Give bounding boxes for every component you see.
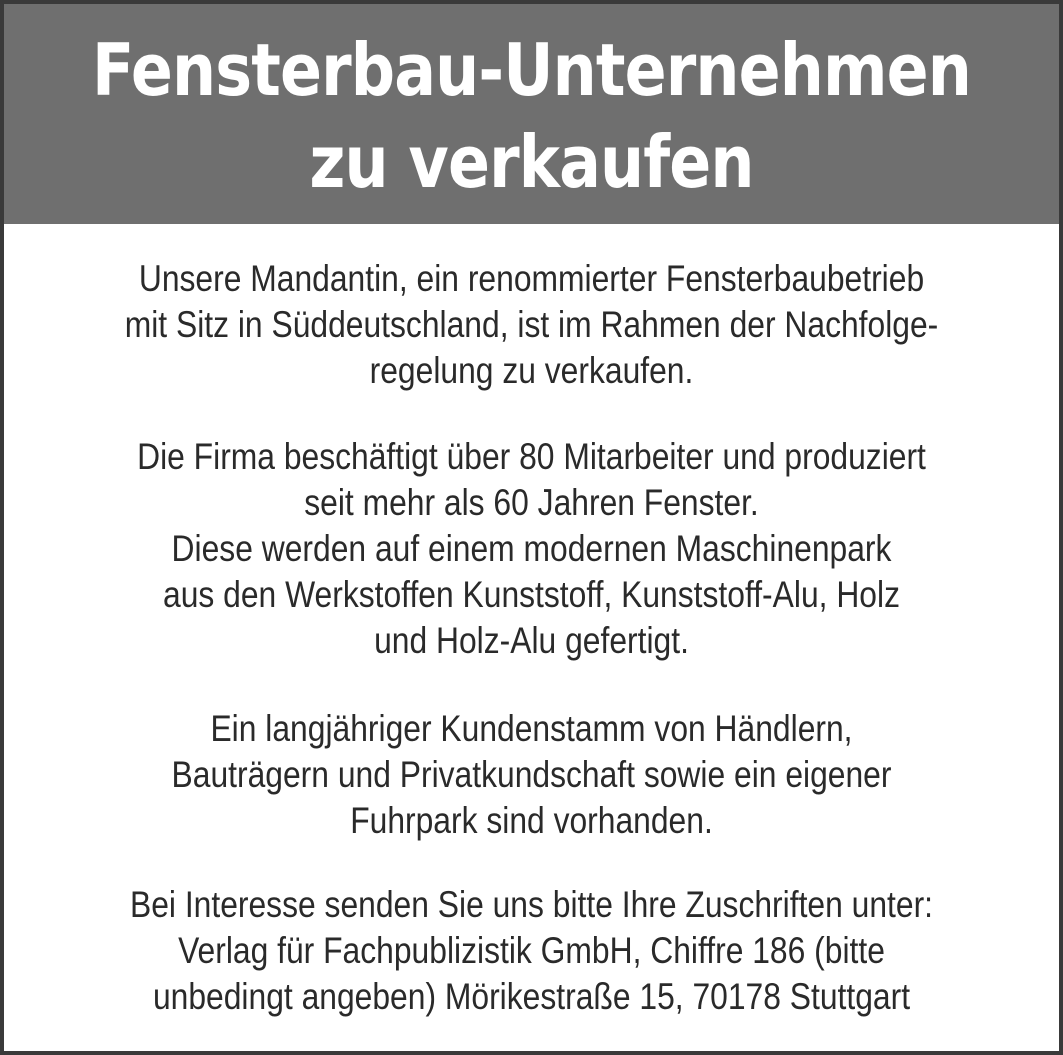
text-line: Verlag für Fachpublizistik GmbH, Chiffre 186 (bitte xyxy=(178,930,885,971)
text-line: und Holz-Alu gefertigt. xyxy=(374,620,689,661)
headline-line-1: Fensterbau-Unternehmen xyxy=(91,28,972,112)
paragraph-company-intro xyxy=(4,256,1059,394)
text-line: mit Sitz in Süddeutschland, ist im Rahmen der Nachfolge- xyxy=(124,304,939,345)
text-line: Fuhrpark sind vorhanden. xyxy=(350,800,713,841)
text-line: seit mehr als 60 Jahren Fenster. xyxy=(304,482,759,523)
paragraph-contact xyxy=(4,882,1059,1020)
text-line: Diese werden auf einem modernen Maschinenpark xyxy=(171,528,892,569)
text-line: unbedingt angeben) Mörikestraße 15, 70178 Stuttgart xyxy=(152,976,911,1017)
headline-line-2: zu verkaufen xyxy=(309,120,754,204)
text-line: aus den Werkstoffen Kunststoff, Kunststoff-Alu, Holz xyxy=(163,574,900,615)
text-line: Ein langjähriger Kundenstamm von Händlern, xyxy=(210,708,853,749)
text-line: Die Firma beschäftigt über 80 Mitarbeiter und produziert xyxy=(137,436,926,477)
paragraph-company-details xyxy=(4,434,1059,664)
paragraph-customers xyxy=(4,706,1059,844)
text-line: Bauträgern und Privatkundschaft sowie ein eigener xyxy=(171,754,892,795)
text-line: regelung zu verkaufen. xyxy=(369,350,694,391)
headline-banner xyxy=(4,4,1059,224)
text-line: Bei Interesse senden Sie uns bitte Ihre Zuschriften unter: xyxy=(129,884,934,925)
text-line: Unsere Mandantin, ein renommierter Fensterbaubetrieb xyxy=(138,258,925,299)
